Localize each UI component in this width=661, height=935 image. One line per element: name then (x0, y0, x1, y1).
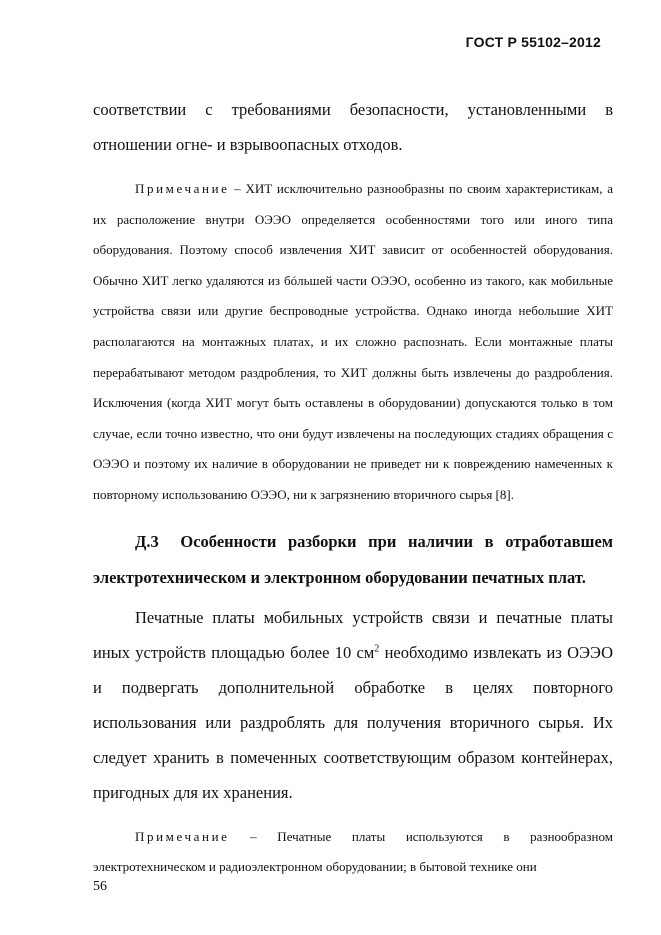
paragraph-text-before: Печатные платы мобильных устройств связи и печатные платы иных устройств площадью более 10 см (93, 607, 613, 662)
superscript-exponent: 2 (374, 643, 380, 655)
paragraph-printed-boards (93, 600, 613, 810)
document-header: ГОСТ Р 55102–2012 (465, 34, 601, 50)
paragraph-continuation: соответствии с требованиями безопасности, установленными в отношении огне- и взрывоопасных отходов. (93, 100, 613, 154)
paragraph-text-after: необходимо извлекать из ОЭЭО и подвергать дополнительной обработке в целях повторного использования или раздроблять для получения вторичного сырья. Их следует хранить в помеченных соответствующим образом контейнерах, пригодных для их хранения. (93, 642, 613, 802)
page-body (93, 92, 613, 883)
note-text: – ХИТ исключительно разнообразны по своим характеристикам, а их расположение внутри ОЭЭО определяется особенностями того или иного типа оборудования. Поэтому способ извлечения ХИТ зависит от особенностей оборудования. Обычно ХИТ легко удаляются из бóльшей части ОЭЭО, особенно из такого, как мобильные устройства связи или другие беспроводные устройства. Однако иногда небольшие ХИТ располагаются на монтажных платах, и их сложно распознать. Если монтажные платы перерабатывают методом раздробления, то ХИТ должны быть извлечены до раздробления. Исключения (когда ХИТ могут быть оставлены в оборудовании) допускаются только в том случае, если точно известно, что они будут извлечены на последующих стадиях обращения с ОЭЭО и поэтому их наличие в оборудовании не приведет ни к повреждению намеченных к повторному использованию ОЭЭО, ни к загрязнению вторичного сырья [8]. (93, 181, 613, 502)
note-label: Примечание (135, 181, 230, 196)
note-text-2: – Печатные платы используются в разнообразном электротехническом и радиоэлектронном оборудовании; в бытовой технике они (93, 828, 613, 875)
note-label-2: Примечание (135, 828, 230, 844)
section-number: Д.3 (135, 531, 159, 551)
note-paragraph (93, 174, 613, 511)
section-title: Особенности разборки при наличии в отработавшем электротехническом и электронном оборудовании печатных плат. (93, 531, 614, 587)
page-number: 56 (93, 879, 107, 894)
section-heading (93, 524, 613, 596)
note-paragraph-2 (93, 822, 613, 883)
